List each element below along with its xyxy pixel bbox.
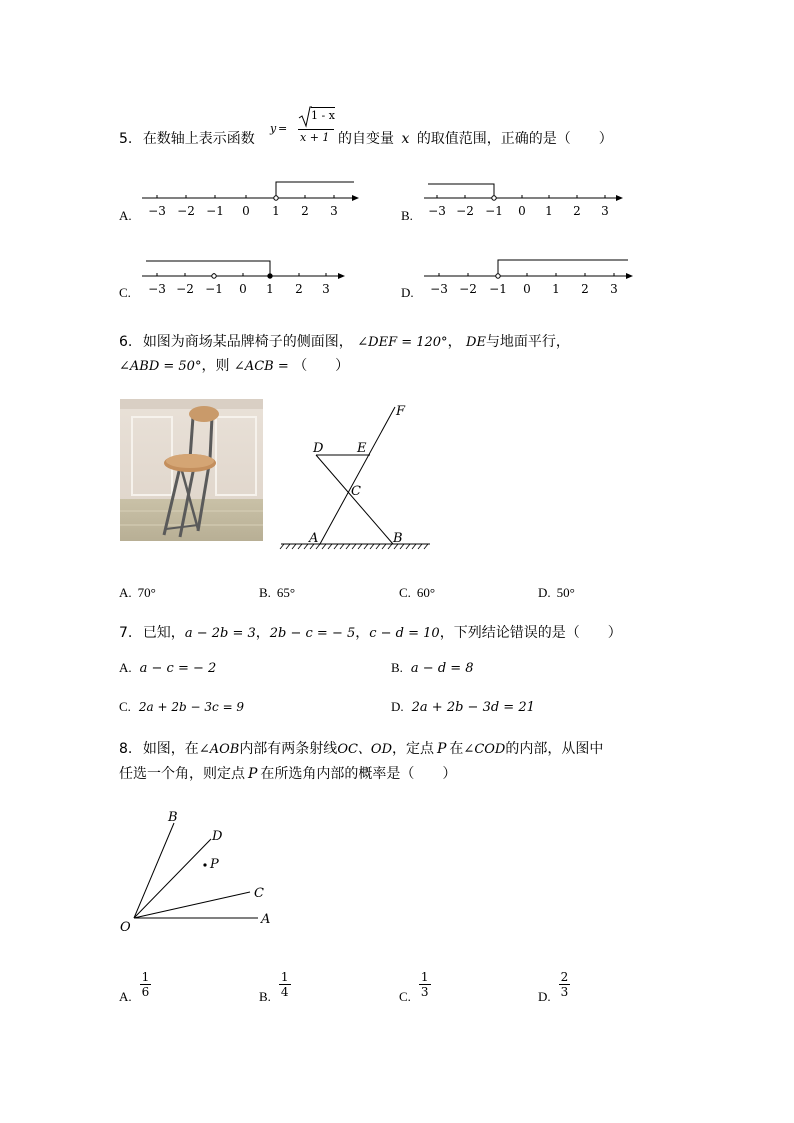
tick-label: 3 bbox=[330, 204, 338, 218]
q5-stem bbox=[119, 128, 255, 148]
q6-line2 bbox=[119, 355, 349, 375]
q6-option-c-text: 60° bbox=[416, 585, 436, 600]
chair-photo bbox=[120, 399, 263, 541]
q8-line1-d: 在 bbox=[449, 741, 464, 757]
tick-label: −2 bbox=[176, 282, 194, 296]
q5-option-a-letter[interactable]: A. bbox=[119, 208, 132, 223]
q6-option-d[interactable] bbox=[538, 585, 575, 601]
q8-option-a-fraction bbox=[140, 970, 152, 999]
q8-option-b-num: 1 bbox=[280, 970, 289, 984]
q6-line1-b: ， bbox=[447, 334, 462, 350]
q6-option-b-text: 65° bbox=[276, 585, 296, 600]
q8-line1-c: ，定点 bbox=[392, 741, 434, 757]
q7-option-d-text: 2a + 2b − 3d = 21 bbox=[411, 700, 535, 715]
q6-label-b: B bbox=[393, 531, 403, 546]
q5-func-num: 1 - x bbox=[311, 109, 335, 122]
q8-option-d-letter: D. bbox=[538, 988, 551, 1004]
q5-number-line-b[interactable] bbox=[424, 176, 654, 222]
q8-option-d-fraction bbox=[559, 970, 571, 999]
tick-label: 2 bbox=[581, 282, 589, 296]
q8-option-b-letter: B. bbox=[259, 988, 271, 1004]
q8-line1-a: 如图，在 bbox=[142, 741, 199, 757]
q8-line1-b: 内部有两条射线 bbox=[239, 741, 338, 757]
tick-label: 1 bbox=[272, 204, 280, 218]
q6-angle-abd: ∠ABD = 50° bbox=[119, 359, 202, 374]
q6-number: 6. bbox=[119, 334, 133, 350]
q6-line1 bbox=[119, 331, 570, 351]
q8-option-c[interactable] bbox=[399, 970, 431, 1004]
q6-option-a-text: 70° bbox=[137, 585, 156, 600]
tick-label: −1 bbox=[485, 204, 503, 218]
q8-option-d-num: 2 bbox=[560, 970, 569, 984]
tick-label: 3 bbox=[610, 282, 618, 296]
q7-option-b-text: a − d = 8 bbox=[410, 661, 474, 676]
tick-label: 3 bbox=[322, 282, 330, 296]
q6-label-f: F bbox=[396, 404, 406, 419]
tick-label: −2 bbox=[459, 282, 477, 296]
q5-number-line-a[interactable] bbox=[142, 176, 372, 222]
tick-label: −3 bbox=[148, 282, 166, 296]
q5-number: 5. bbox=[119, 131, 133, 147]
q8-number: 8. bbox=[119, 741, 133, 757]
q8-option-c-den: 3 bbox=[420, 985, 429, 999]
q7-option-c[interactable] bbox=[119, 699, 244, 715]
tick-label: −1 bbox=[206, 204, 224, 218]
tick-label: −1 bbox=[205, 282, 223, 296]
tick-label: 2 bbox=[295, 282, 303, 296]
tick-label: −3 bbox=[428, 204, 446, 218]
q5-func-y: y bbox=[270, 122, 277, 135]
q8-label-a: A bbox=[261, 912, 271, 927]
q8-option-b-fraction bbox=[279, 970, 291, 999]
q8-option-d[interactable] bbox=[538, 970, 570, 1004]
q8-line2 bbox=[119, 763, 456, 783]
q5-number-line-c[interactable] bbox=[142, 254, 372, 300]
tick-label: 0 bbox=[523, 282, 531, 296]
q8-option-b[interactable] bbox=[259, 970, 291, 1004]
tick-label: 1 bbox=[552, 282, 560, 296]
q5-var-x: x bbox=[401, 131, 410, 147]
q5-stem-before: 在数轴上表示函数 bbox=[142, 131, 255, 147]
q8-option-c-letter: C. bbox=[399, 988, 411, 1004]
q7-option-d-letter: D. bbox=[391, 699, 404, 714]
q5-option-c-letter[interactable]: C. bbox=[119, 285, 131, 300]
q7-option-a-letter: A. bbox=[119, 660, 132, 675]
q8-option-a[interactable] bbox=[119, 970, 151, 1004]
q8-label-d: D bbox=[212, 829, 223, 844]
q5-option-d-letter[interactable]: D. bbox=[401, 285, 414, 300]
q8-option-a-letter: A. bbox=[119, 988, 132, 1004]
q6-label-c: C bbox=[351, 484, 361, 499]
q7-eq3: c − d = 10 bbox=[369, 626, 440, 641]
q6-option-b[interactable] bbox=[259, 585, 295, 601]
q7-stem-a: 已知， bbox=[142, 625, 185, 641]
tick-label: 0 bbox=[242, 204, 250, 218]
q6-line2-c: （ ） bbox=[293, 358, 350, 374]
q5-number-line-d[interactable] bbox=[424, 254, 654, 300]
q5-sqrt-sign bbox=[298, 106, 312, 128]
q7-sep2: ， bbox=[355, 625, 370, 641]
q7-stem bbox=[119, 622, 622, 642]
q8-figure bbox=[115, 805, 285, 935]
tick-label: −3 bbox=[148, 204, 166, 218]
tick-label: −3 bbox=[430, 282, 448, 296]
q5-stem-rest bbox=[338, 128, 613, 148]
q6-label-a: A bbox=[309, 531, 319, 546]
q8-label-c: C bbox=[254, 886, 264, 901]
tick-label: 0 bbox=[239, 282, 247, 296]
q8-rays: OC、OD bbox=[337, 742, 392, 757]
tick-label: −2 bbox=[177, 204, 195, 218]
tick-label: 2 bbox=[301, 204, 309, 218]
q8-p2: P bbox=[248, 766, 258, 782]
q6-figure bbox=[278, 400, 438, 550]
q6-line2-b: ，则 bbox=[201, 358, 230, 374]
q6-option-d-text: 50° bbox=[556, 585, 575, 600]
q6-label-e: E bbox=[357, 441, 367, 456]
q7-number: 7. bbox=[119, 625, 133, 641]
q6-label-d: D bbox=[313, 441, 324, 456]
q8-label-o: O bbox=[120, 920, 131, 935]
ground-hatch bbox=[280, 544, 428, 549]
q6-option-c-letter: C. bbox=[399, 585, 411, 600]
q6-de: DE bbox=[466, 335, 486, 350]
q6-option-a-letter: A. bbox=[119, 585, 132, 600]
q7-stem-b: ，下列结论错误的是（ ） bbox=[439, 625, 622, 641]
q6-line1-c: 与地面平行， bbox=[485, 334, 570, 350]
q8-angle-aob: ∠AOB bbox=[198, 742, 240, 757]
q7-eq1: a − 2b = 3 bbox=[184, 626, 256, 641]
q8-option-c-fraction bbox=[419, 970, 431, 999]
q8-angle-cod: ∠COD bbox=[463, 742, 506, 757]
q5-stem-mid: 的自变量 bbox=[338, 131, 394, 147]
q6-option-b-letter: B. bbox=[259, 585, 271, 600]
tick-label: 3 bbox=[601, 204, 609, 218]
q5-stem-after: 的取值范围，正确的是（ ） bbox=[416, 131, 613, 147]
q7-option-b[interactable] bbox=[391, 660, 474, 676]
q8-line2-a: 任选一个角，则定点 bbox=[119, 766, 245, 782]
q8-label-p: P bbox=[210, 857, 219, 872]
q6-angle-def: ∠DEF = 120° bbox=[357, 335, 448, 350]
q5-option-b-letter[interactable]: B. bbox=[401, 208, 413, 223]
q8-option-a-den: 6 bbox=[141, 985, 150, 999]
q5-function bbox=[270, 106, 334, 152]
tick-label: 0 bbox=[518, 204, 526, 218]
q8-point-p bbox=[203, 863, 206, 866]
q8-line1 bbox=[119, 738, 603, 758]
q8-option-c-num: 1 bbox=[420, 970, 429, 984]
q8-line2-b: 在所选角内部的概率是（ ） bbox=[260, 766, 457, 782]
q7-option-b-letter: B. bbox=[391, 660, 403, 675]
q7-option-c-letter: C. bbox=[119, 699, 131, 714]
q7-sep1: ， bbox=[255, 625, 270, 641]
q6-option-a[interactable] bbox=[119, 585, 156, 601]
q8-p: P bbox=[437, 741, 447, 757]
q5-fraction-bar bbox=[298, 129, 334, 130]
q8-option-d-den: 3 bbox=[560, 985, 569, 999]
q5-func-eq: = bbox=[278, 122, 288, 135]
q6-option-d-letter: D. bbox=[538, 585, 551, 600]
q8-label-b: B bbox=[168, 810, 178, 825]
q7-option-d[interactable] bbox=[391, 699, 535, 715]
q7-option-a[interactable] bbox=[119, 660, 216, 676]
q7-option-c-text: 2a + 2b − 3c = 9 bbox=[138, 700, 245, 714]
q5-func-den: x + 1 bbox=[300, 131, 330, 144]
tick-label: 1 bbox=[545, 204, 553, 218]
tick-label: 1 bbox=[266, 282, 274, 296]
tick-label: 2 bbox=[573, 204, 581, 218]
tick-label: −2 bbox=[456, 204, 474, 218]
q6-option-c[interactable] bbox=[399, 585, 435, 601]
q6-angle-acb: ∠ACB = bbox=[233, 359, 289, 374]
q8-option-b-den: 4 bbox=[280, 985, 289, 999]
q6-line1-a: 如图为商场某品牌椅子的侧面图， bbox=[142, 334, 353, 350]
tick-label: −1 bbox=[489, 282, 507, 296]
q8-option-a-num: 1 bbox=[141, 970, 150, 984]
q7-eq2: 2b − c = − 5 bbox=[269, 626, 356, 641]
q7-option-a-text: a − c = − 2 bbox=[139, 661, 217, 676]
q8-line1-e: 的内部，从图中 bbox=[505, 741, 604, 757]
